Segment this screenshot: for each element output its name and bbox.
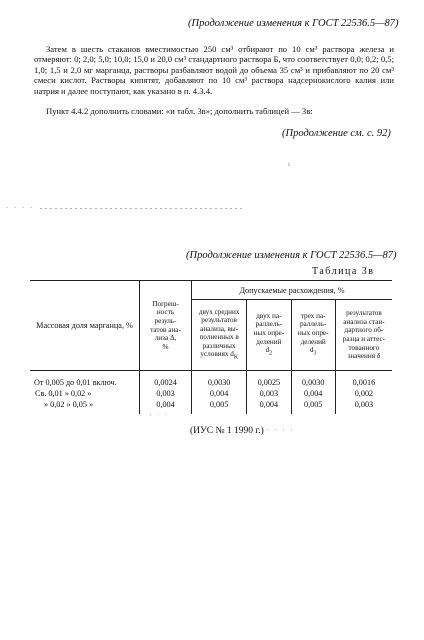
col-d3: 0,0030 0,004 0,005 <box>291 371 335 415</box>
second-header: (Продолжение изменения к ГОСТ 22536.5—87) <box>186 250 397 261</box>
row-labels: От 0,005 до 0,01 включ. Св. 0,01 » 0,02 » » 0,02 » 0,05 » <box>34 378 117 409</box>
header-dk: двух средних результатов анализа, вы- полненных в различных условиях $d_К$ <box>192 300 247 371</box>
continued-note: (Продолжение см. с. 92) <box>282 128 391 139</box>
col-d2: 0,0025 0,003 0,004 <box>247 371 291 415</box>
scan-noise-speck: : · · <box>150 412 169 418</box>
tolerance-table <box>30 280 392 414</box>
scan-noise-dots: · · · · <box>6 204 35 212</box>
header-mass: Массовая доля марганца, % <box>30 281 140 371</box>
paragraph-1: Затем в шесть стаканов вместимостью 250 см³ отбирают по 10 см³ раствора железа и отмеряют: 0; 2,0; 5,0; 10,0; 15,0 и 20,0 см³ стандартного раствора Б, что соответствует 0,0; 0,2; 0,5; 1,0; 1,5 и 2,0 мг марганца, растворы разбавляют водой до объема 35 см³ и прибавляют по 20 см³ смеси кислот. Растворы кипятят, добавляют по 10 см³ раствора надсернокислого калия или натрия и далее поступают, как указано в п. 4.3.4. <box>34 44 394 96</box>
header-d3: трех па- раллель- ных опре- делений $d_3$ <box>291 300 335 371</box>
scan-noise-line <box>40 208 245 209</box>
header-error: Погреш- ность резуль- татов ана- лиза Δ, % <box>140 281 192 371</box>
footer-note: (ИУС № 1 1990 г.) <box>190 426 264 436</box>
header-group: Допускаемые расхождения, % <box>192 281 392 300</box>
top-header: (Продолжение изменения к ГОСТ 22536.5—87) <box>188 18 399 29</box>
header-d2: двух па- раллель- ных опре- делений $d_2$ <box>247 300 291 371</box>
col-dk: 0,0030 0,004 0,005 <box>192 371 247 415</box>
table-title: Таблица 3в <box>312 266 375 277</box>
header-delta: результатов анализа стан- дартного об- разца и аттес- тованного значения δ <box>335 300 392 371</box>
scan-noise-mark: ı <box>288 160 292 168</box>
col-error: 0,0024 0,003 0,004 <box>140 371 192 415</box>
scan-noise-dots-footer: · · · · · <box>258 426 295 434</box>
paragraph-2: Пункт 4.4.2 дополнить словами: «и табл. 3в»; дополнить таблицей — 3в: <box>46 106 313 116</box>
col-delta: 0,0016 0,002 0,003 <box>335 371 392 415</box>
